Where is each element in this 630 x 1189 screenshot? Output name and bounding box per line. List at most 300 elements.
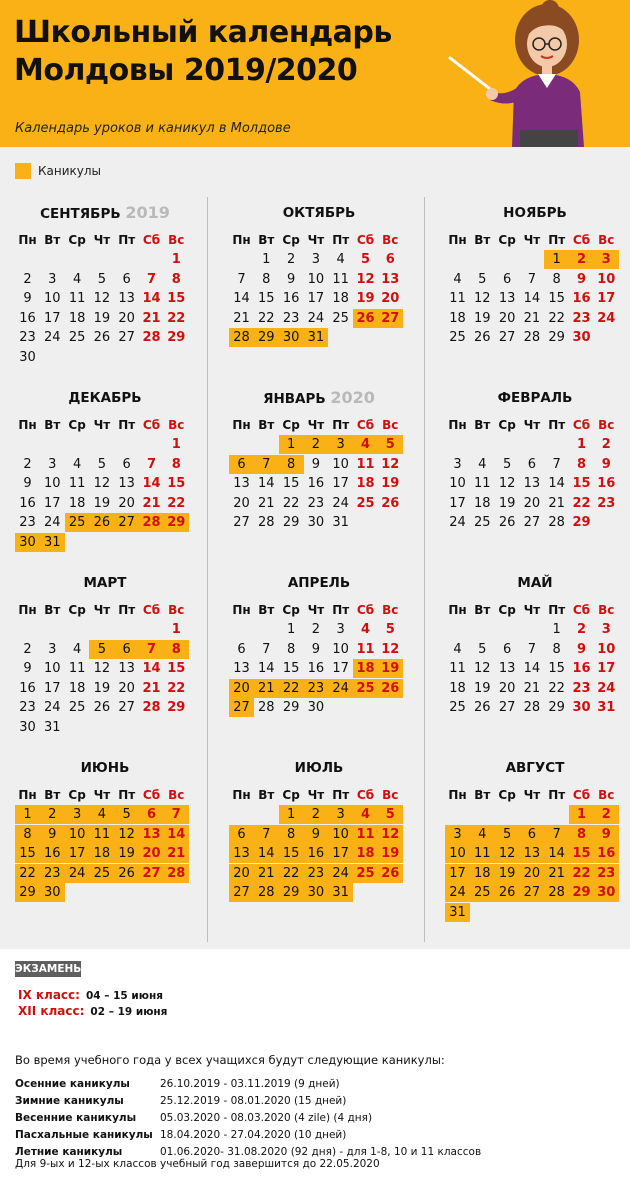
day-cell: 8 <box>279 825 304 844</box>
day-cell: 23 <box>19 515 36 531</box>
weekday-header: Пт <box>548 233 566 247</box>
day-cell: 25 <box>449 330 466 346</box>
month-name <box>445 388 625 408</box>
month-block <box>15 388 195 568</box>
day-cell: 2 <box>601 437 611 452</box>
day-cell: 9 <box>594 825 619 844</box>
weekday-header: Ср <box>68 418 86 432</box>
day-cell: 4 <box>470 825 495 844</box>
day-cell: 5 <box>378 805 403 824</box>
month-block <box>445 388 625 568</box>
day-cell: 22 <box>279 679 304 698</box>
page-title <box>14 14 392 90</box>
day-cell: 10 <box>65 825 90 844</box>
month-name <box>229 388 409 408</box>
vacation-name: Зимние каникулы <box>15 1095 124 1107</box>
day-cell: 6 <box>229 455 254 474</box>
vacation-name: Летние каникулы <box>15 1146 123 1158</box>
day-cell: 9 <box>576 641 587 657</box>
day-cell: 7 <box>146 271 157 287</box>
weekday-header: Ср <box>282 603 300 617</box>
day-cell: 21 <box>142 680 161 696</box>
day-cell: 23 <box>594 864 619 883</box>
day-cell: 9 <box>601 456 611 472</box>
weekday-header: Ср <box>282 233 300 247</box>
weekday-header: Чт <box>93 603 111 617</box>
day-cell: 30 <box>572 700 591 716</box>
day-cell: 26 <box>474 700 491 716</box>
day-cell: 22 <box>548 680 565 696</box>
day-cell: 16 <box>19 310 36 326</box>
day-cell: 15 <box>15 844 40 863</box>
weekday-header: Пт <box>118 418 136 432</box>
day-cell: 2 <box>303 805 328 824</box>
month-block <box>445 573 625 753</box>
day-cell: 11 <box>68 476 86 492</box>
day-cell: 6 <box>502 641 512 657</box>
day-cell: 19 <box>93 495 111 511</box>
day-cell: 27 <box>523 515 541 531</box>
day-cell: 28 <box>142 700 161 716</box>
day-cell: 6 <box>139 805 164 824</box>
weekday-header: Чт <box>523 233 541 247</box>
day-cell: 18 <box>68 310 86 326</box>
day-cell: 26 <box>378 679 403 698</box>
weekday-header: Вс <box>598 788 615 802</box>
day-cell: 7 <box>254 825 279 844</box>
month-block <box>229 203 409 383</box>
day-cell: 24 <box>597 310 616 326</box>
day-cell: 1 <box>552 622 561 637</box>
day-cell: 19 <box>378 659 403 678</box>
day-cell: 9 <box>576 271 587 287</box>
day-cell: 31 <box>332 515 349 531</box>
month-block <box>445 758 625 938</box>
weekday-header: Чт <box>307 603 325 617</box>
day-cell: 17 <box>332 476 349 492</box>
day-cell: 7 <box>527 641 537 657</box>
weekday-header: Пн <box>18 603 37 617</box>
day-cell: 18 <box>353 844 378 863</box>
day-cell: 17 <box>44 680 61 696</box>
day-cell: 13 <box>233 476 250 492</box>
day-cell: 10 <box>597 641 616 657</box>
day-cell: 8 <box>286 641 296 657</box>
day-cell: 20 <box>498 310 516 326</box>
month-name <box>15 758 195 778</box>
day-cell: 22 <box>167 680 186 696</box>
day-cell: 1 <box>576 437 587 452</box>
day-cell: 4 <box>336 252 345 267</box>
weekday-header: Пн <box>232 233 251 247</box>
day-cell: 4 <box>72 641 82 657</box>
day-cell: 12 <box>93 476 111 492</box>
day-cell: 30 <box>594 883 619 902</box>
day-cell: 16 <box>303 844 328 863</box>
weekday-header: Пн <box>448 788 467 802</box>
day-cell: 18 <box>470 864 495 883</box>
day-cell: 3 <box>48 456 57 472</box>
day-cell: 29 <box>282 515 300 531</box>
weekday-header: Ср <box>68 603 86 617</box>
day-cell: 11 <box>474 476 491 492</box>
day-cell: 15 <box>282 476 300 492</box>
weekday-header: Вт <box>474 788 491 802</box>
month-label: ФЕВРАЛЬ <box>497 390 573 406</box>
day-cell: 8 <box>569 825 594 844</box>
day-cell: 29 <box>167 700 186 716</box>
day-cell: 10 <box>597 271 616 287</box>
day-cell: 12 <box>498 476 516 492</box>
day-cell: 16 <box>19 495 36 511</box>
day-cell: 6 <box>122 271 131 287</box>
weekday-header: Сб <box>572 603 591 617</box>
weekday-header: Вс <box>168 603 185 617</box>
day-cell: 24 <box>332 495 349 511</box>
day-cell: 27 <box>519 883 544 902</box>
header-banner <box>0 0 630 147</box>
day-cell: 20 <box>118 680 135 696</box>
day-cell: 3 <box>48 641 57 657</box>
day-cell: 27 <box>378 309 403 328</box>
day-cell: 29 <box>569 883 594 902</box>
day-cell: 19 <box>381 476 400 492</box>
day-cell: 14 <box>548 476 565 492</box>
day-cell: 25 <box>474 515 491 531</box>
day-cell: 24 <box>307 310 325 326</box>
day-cell: 23 <box>303 679 328 698</box>
month-year: 2019 <box>125 203 170 222</box>
day-cell: 9 <box>40 825 65 844</box>
day-cell: 14 <box>523 661 541 677</box>
weekday-header: Вт <box>474 233 491 247</box>
day-cell: 2 <box>311 622 321 637</box>
day-cell: 31 <box>44 720 61 735</box>
day-cell: 24 <box>44 700 61 716</box>
weekday-header: Чт <box>523 603 541 617</box>
day-cell: 20 <box>498 680 516 696</box>
day-cell: 16 <box>307 476 325 492</box>
day-cell: 15 <box>279 844 304 863</box>
weekday-header: Вт <box>258 233 275 247</box>
weekday-header: Вт <box>474 418 491 432</box>
day-cell: 8 <box>171 456 181 472</box>
day-cell: 27 <box>229 698 254 717</box>
day-cell: 6 <box>527 456 537 472</box>
weekday-header: Пн <box>18 233 37 247</box>
day-cell: 13 <box>118 476 135 492</box>
day-cell: 25 <box>68 700 86 716</box>
day-cell: 2 <box>594 805 619 824</box>
weekday-header: Вт <box>258 788 275 802</box>
weekday-header: Вт <box>44 418 61 432</box>
month-block <box>229 573 409 753</box>
day-cell: 29 <box>164 513 189 532</box>
day-cell: 9 <box>303 825 328 844</box>
day-cell: 4 <box>478 456 487 472</box>
day-cell: 3 <box>328 435 353 454</box>
weekday-header: Пт <box>548 788 566 802</box>
day-cell: 9 <box>311 641 321 657</box>
day-cell: 20 <box>118 310 135 326</box>
day-cell: 30 <box>19 720 36 735</box>
exam-dates: 04 – 15 июня <box>85 990 163 1002</box>
day-cell: 17 <box>44 495 61 511</box>
day-cell: 21 <box>523 310 541 326</box>
day-cell: 18 <box>68 495 86 511</box>
page-subtitle: Календарь уроков и каникул в Молдове <box>15 121 291 136</box>
weekday-header: Пт <box>332 603 350 617</box>
day-cell: 4 <box>453 271 462 287</box>
day-cell: 22 <box>167 310 186 326</box>
vacation-name: Пасхальные каникулы <box>15 1129 153 1141</box>
day-cell: 24 <box>597 680 616 696</box>
day-cell: 5 <box>360 252 371 267</box>
day-cell: 22 <box>279 864 304 883</box>
vacations-intro: Во время учебного года у всех учащихся будут следующие каникулы: <box>15 1053 445 1067</box>
day-cell: 29 <box>167 330 186 346</box>
day-cell: 4 <box>353 805 378 824</box>
day-cell: 30 <box>279 328 304 347</box>
day-cell: 6 <box>122 456 131 472</box>
day-cell: 20 <box>381 291 400 307</box>
day-cell: 6 <box>519 825 544 844</box>
day-cell: 12 <box>381 641 400 657</box>
weekday-header: Пн <box>232 603 251 617</box>
day-cell: 5 <box>97 456 107 472</box>
day-cell: 3 <box>594 250 619 269</box>
day-cell: 17 <box>445 864 470 883</box>
day-cell: 11 <box>356 641 375 657</box>
day-cell: 13 <box>118 291 135 307</box>
day-cell: 13 <box>498 661 516 677</box>
day-cell: 19 <box>356 291 375 307</box>
day-cell: 5 <box>97 271 107 287</box>
day-cell: 25 <box>353 679 378 698</box>
weekday-header: Сб <box>356 418 375 432</box>
day-cell: 13 <box>233 661 250 677</box>
day-cell: 1 <box>171 622 181 637</box>
month-block <box>445 203 625 383</box>
day-cell: 16 <box>597 476 616 492</box>
day-cell: 20 <box>519 864 544 883</box>
day-cell: 5 <box>495 825 520 844</box>
day-cell: 27 <box>118 700 135 716</box>
day-cell: 6 <box>502 271 512 287</box>
day-cell: 2 <box>303 435 328 454</box>
weekday-header: Пн <box>18 788 37 802</box>
day-cell: 4 <box>353 435 378 454</box>
day-cell: 25 <box>353 864 378 883</box>
day-cell: 26 <box>474 330 491 346</box>
day-cell: 28 <box>254 883 279 902</box>
day-cell: 24 <box>44 330 61 346</box>
vacation-name: Весенние каникулы <box>15 1112 137 1124</box>
day-cell: 3 <box>328 805 353 824</box>
day-cell: 6 <box>229 825 254 844</box>
day-cell: 7 <box>164 805 189 824</box>
day-cell: 24 <box>449 515 466 531</box>
day-cell: 15 <box>548 661 565 677</box>
day-cell: 24 <box>445 883 470 902</box>
day-cell: 16 <box>40 844 65 863</box>
day-cell: 8 <box>15 825 40 844</box>
day-cell: 19 <box>498 495 516 511</box>
day-cell: 31 <box>328 883 353 902</box>
day-cell: 3 <box>311 252 321 267</box>
day-cell: 16 <box>307 661 325 677</box>
day-cell: 28 <box>523 330 541 346</box>
month-name <box>229 573 409 593</box>
day-cell: 15 <box>572 476 591 492</box>
day-cell: 25 <box>470 883 495 902</box>
month-name <box>15 203 195 223</box>
day-cell: 12 <box>378 825 403 844</box>
weekday-header: Ср <box>498 788 516 802</box>
month-label: МАРТ <box>83 575 127 591</box>
day-cell: 8 <box>279 455 304 474</box>
month-year: 2020 <box>330 388 375 407</box>
day-cell: 4 <box>453 641 462 657</box>
day-cell: 26 <box>381 495 400 511</box>
day-cell: 27 <box>114 513 139 532</box>
day-cell: 21 <box>523 680 541 696</box>
day-cell: 3 <box>48 271 57 287</box>
day-cell: 9 <box>311 456 321 472</box>
day-cell: 15 <box>258 291 275 307</box>
day-cell: 30 <box>307 700 325 716</box>
day-cell: 22 <box>167 495 186 511</box>
day-cell: 3 <box>336 622 345 637</box>
day-cell: 3 <box>445 825 470 844</box>
day-cell: 23 <box>572 680 591 696</box>
day-cell: 12 <box>495 844 520 863</box>
day-cell: 3 <box>65 805 90 824</box>
title-line-1: Школьный календарь <box>14 15 392 50</box>
weekday-header: Чт <box>93 418 111 432</box>
day-cell: 26 <box>89 513 114 532</box>
day-cell: 21 <box>254 864 279 883</box>
exam-class: IX класс: <box>18 988 80 1002</box>
day-cell: 18 <box>449 680 466 696</box>
day-cell: 14 <box>258 476 275 492</box>
exam-row <box>18 988 163 1002</box>
day-cell: 30 <box>307 515 325 531</box>
day-cell: 27 <box>118 330 135 346</box>
weekday-header: Вс <box>598 233 615 247</box>
day-cell: 31 <box>445 903 470 922</box>
weekday-header: Сб <box>356 788 375 802</box>
day-cell: 25 <box>89 864 114 883</box>
weekday-header: Сб <box>356 603 375 617</box>
day-cell: 21 <box>142 310 161 326</box>
month-block <box>15 203 195 383</box>
day-cell: 27 <box>233 515 250 531</box>
day-cell: 15 <box>167 661 186 677</box>
day-cell: 15 <box>548 291 565 307</box>
day-cell: 7 <box>237 271 246 287</box>
day-cell: 15 <box>569 844 594 863</box>
day-cell: 24 <box>328 864 353 883</box>
day-cell: 29 <box>254 328 279 347</box>
weekday-header: Вс <box>382 418 399 432</box>
weekday-header: Пн <box>448 233 467 247</box>
day-cell: 7 <box>262 641 271 657</box>
weekday-header: Вт <box>44 233 61 247</box>
day-cell: 28 <box>544 883 569 902</box>
day-cell: 26 <box>353 309 378 328</box>
day-cell: 5 <box>478 641 487 657</box>
day-cell: 4 <box>89 805 114 824</box>
day-cell: 30 <box>303 883 328 902</box>
weekday-header: Ср <box>68 788 86 802</box>
day-cell: 14 <box>523 291 541 307</box>
day-cell: 25 <box>356 495 375 511</box>
day-cell: 8 <box>576 456 587 472</box>
day-cell: 19 <box>474 310 491 326</box>
day-cell: 14 <box>142 661 161 677</box>
weekday-header: Чт <box>307 233 325 247</box>
day-cell: 15 <box>167 291 186 307</box>
day-cell: 8 <box>552 641 561 657</box>
day-cell: 29 <box>548 330 565 346</box>
day-cell: 10 <box>44 291 61 307</box>
day-cell: 11 <box>68 291 86 307</box>
day-cell: 16 <box>282 291 300 307</box>
day-cell: 22 <box>548 310 565 326</box>
day-cell: 16 <box>19 680 36 696</box>
day-cell: 28 <box>142 330 161 346</box>
day-cell: 18 <box>474 495 491 511</box>
weekday-header: Сб <box>356 233 375 247</box>
month-name <box>445 203 625 223</box>
day-cell: 20 <box>229 864 254 883</box>
month-block <box>229 758 409 938</box>
day-cell: 17 <box>597 291 616 307</box>
day-cell: 13 <box>523 476 541 492</box>
day-cell: 14 <box>258 661 275 677</box>
day-cell: 21 <box>258 495 275 511</box>
day-cell: 19 <box>378 844 403 863</box>
day-cell: 22 <box>572 495 591 511</box>
day-cell: 7 <box>527 271 537 287</box>
weekday-header: Вс <box>168 788 185 802</box>
weekday-header: Пт <box>118 603 136 617</box>
weekday-header: Сб <box>572 788 591 802</box>
weekday-header: Вс <box>382 603 399 617</box>
title-line-2: Молдовы 2019/2020 <box>14 53 358 88</box>
day-cell: 7 <box>544 825 569 844</box>
day-cell: 28 <box>139 513 164 532</box>
day-cell: 7 <box>146 456 157 472</box>
day-cell: 17 <box>332 661 349 677</box>
day-cell: 5 <box>385 622 395 637</box>
day-cell: 18 <box>68 680 86 696</box>
day-cell: 11 <box>332 271 349 287</box>
day-cell: 17 <box>307 291 325 307</box>
day-cell: 13 <box>519 844 544 863</box>
day-cell: 15 <box>167 476 186 492</box>
day-cell: 10 <box>332 456 349 472</box>
day-cell: 20 <box>523 495 541 511</box>
day-cell: 28 <box>229 328 254 347</box>
column-divider <box>207 197 208 942</box>
weekday-header: Сб <box>572 233 591 247</box>
day-cell: 18 <box>449 310 466 326</box>
day-cell: 8 <box>262 271 271 287</box>
exams-badge: ЭКЗАМЕНЫ <box>15 963 85 975</box>
day-cell: 12 <box>114 825 139 844</box>
